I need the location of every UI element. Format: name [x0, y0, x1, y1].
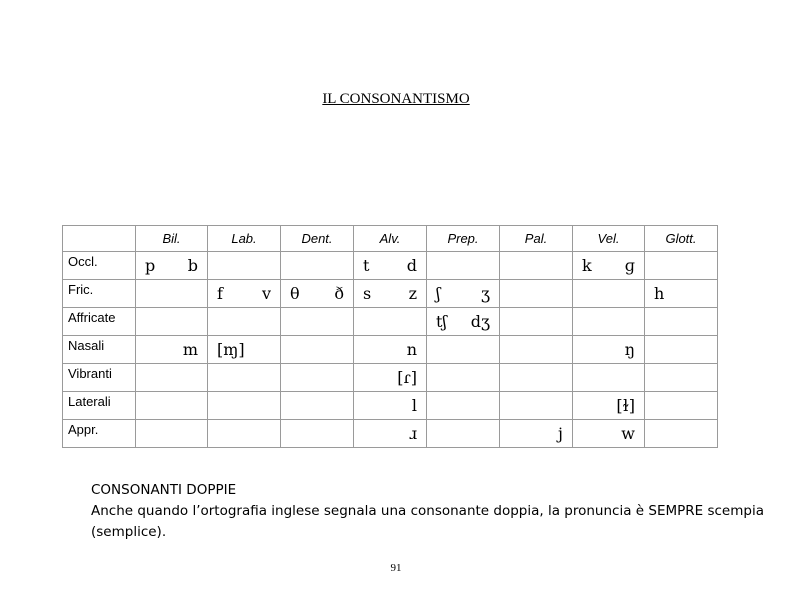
- row-label: Vibranti: [63, 364, 136, 392]
- ipa-symbol: f: [217, 284, 223, 303]
- table-cell: [500, 252, 573, 280]
- column-header: Lab.: [208, 226, 281, 252]
- column-header: Alv.: [354, 226, 427, 252]
- header-corner: [63, 226, 136, 252]
- column-header: Glott.: [645, 226, 718, 252]
- row-label: Fric.: [63, 280, 136, 308]
- header-row: [63, 226, 718, 252]
- ipa-symbol: [ɱ]: [217, 340, 245, 359]
- ipa-symbol: j: [558, 424, 563, 443]
- table-cell: [281, 280, 354, 308]
- table-cell: [354, 420, 427, 448]
- table-cell: [136, 420, 208, 448]
- table-cell: [136, 280, 208, 308]
- table-cell: [645, 280, 718, 308]
- table-cell: [354, 280, 427, 308]
- table-cell: [500, 392, 573, 420]
- table-cell: [208, 336, 281, 364]
- table-cell: [281, 364, 354, 392]
- table-cell: [208, 252, 281, 280]
- table-cell: [354, 392, 427, 420]
- table-cell: [208, 420, 281, 448]
- ipa-symbol: [ɾ]: [397, 368, 417, 387]
- row-label: Nasali: [63, 336, 136, 364]
- ipa-symbol: ŋ: [624, 340, 635, 359]
- column-header: Vel.: [573, 226, 645, 252]
- table-cell: [281, 336, 354, 364]
- table-cell: [208, 392, 281, 420]
- table-cell: [136, 252, 208, 280]
- table-cell: [136, 392, 208, 420]
- section-heading: CONSONANTI DOPPIE: [91, 482, 237, 498]
- consonant-table: [62, 225, 718, 448]
- ipa-symbol: [ɫ]: [616, 396, 635, 415]
- table-cell: [281, 252, 354, 280]
- table-cell: [354, 252, 427, 280]
- table-cell: [136, 308, 208, 336]
- table-cell: [208, 308, 281, 336]
- ipa-symbol: m: [182, 340, 198, 359]
- ipa-symbol: dʒ: [470, 312, 490, 331]
- column-header: Pal.: [500, 226, 573, 252]
- table-cell: [354, 336, 427, 364]
- table-cell: [573, 252, 645, 280]
- table-cell: [500, 280, 573, 308]
- ipa-symbol: tʃ: [436, 312, 447, 331]
- page-title: IL CONSONANTISMO: [322, 91, 470, 107]
- table-cell: [500, 336, 573, 364]
- row-label: Laterali: [63, 392, 136, 420]
- ipa-symbol: s: [363, 284, 372, 303]
- table-row: [63, 420, 718, 448]
- table-cell: [645, 308, 718, 336]
- table-row: [63, 308, 718, 336]
- table-cell: [573, 336, 645, 364]
- ipa-symbol: θ: [290, 284, 300, 303]
- ipa-symbol: ɡ: [624, 256, 635, 275]
- table-cell: [573, 364, 645, 392]
- ipa-symbol: ɹ: [408, 424, 417, 443]
- table-cell: [427, 308, 500, 336]
- row-label: Occl.: [63, 252, 136, 280]
- row-label: Affricate: [63, 308, 136, 336]
- ipa-symbol: d: [406, 256, 417, 275]
- table-cell: [645, 364, 718, 392]
- table-cell: [281, 308, 354, 336]
- table-cell: [281, 392, 354, 420]
- table-row: [63, 364, 718, 392]
- table-cell: [645, 252, 718, 280]
- ipa-symbol: h: [654, 284, 665, 303]
- table-cell: [645, 420, 718, 448]
- table-cell: [500, 364, 573, 392]
- table-cell: [427, 336, 500, 364]
- ipa-symbol: l: [411, 396, 417, 415]
- ipa-symbol: w: [621, 424, 635, 443]
- ipa-symbol: p: [145, 256, 156, 275]
- table-cell: [573, 420, 645, 448]
- table-row: [63, 252, 718, 280]
- column-header: Dent.: [281, 226, 354, 252]
- table-cell: [645, 392, 718, 420]
- ipa-symbol: t: [363, 256, 370, 275]
- column-header: Prep.: [427, 226, 500, 252]
- table-cell: [427, 420, 500, 448]
- table-cell: [573, 280, 645, 308]
- table-cell: [208, 364, 281, 392]
- ipa-symbol: z: [408, 284, 417, 303]
- column-header: Bil.: [136, 226, 208, 252]
- ipa-symbol: b: [187, 256, 198, 275]
- table-cell: [427, 280, 500, 308]
- table-cell: [573, 308, 645, 336]
- ipa-symbol: k: [582, 256, 592, 275]
- paragraph: Anche quando l’ortografia inglese segnala una consonante doppia, la pronuncia è SEMPRE scempia (semplice).: [91, 503, 764, 540]
- body-text: [91, 480, 771, 543]
- row-label: Appr.: [63, 420, 136, 448]
- ipa-symbol: ð: [334, 284, 344, 303]
- ipa-symbol: v: [261, 284, 271, 303]
- table-cell: [136, 336, 208, 364]
- table-cell: [427, 392, 500, 420]
- table-cell: [354, 308, 427, 336]
- table-row: [63, 392, 718, 420]
- table-cell: [136, 364, 208, 392]
- table-cell: [354, 364, 427, 392]
- table-cell: [427, 364, 500, 392]
- table-cell: [281, 420, 354, 448]
- ipa-symbol: ʃ: [436, 284, 441, 303]
- table-cell: [500, 308, 573, 336]
- table-cell: [500, 420, 573, 448]
- table-row: [63, 336, 718, 364]
- table-cell: [427, 252, 500, 280]
- ipa-symbol: n: [406, 340, 417, 359]
- table-cell: [208, 280, 281, 308]
- table-cell: [645, 336, 718, 364]
- ipa-symbol: ʒ: [480, 284, 490, 303]
- table-row: [63, 280, 718, 308]
- page-number: 91: [390, 562, 402, 574]
- table-cell: [573, 392, 645, 420]
